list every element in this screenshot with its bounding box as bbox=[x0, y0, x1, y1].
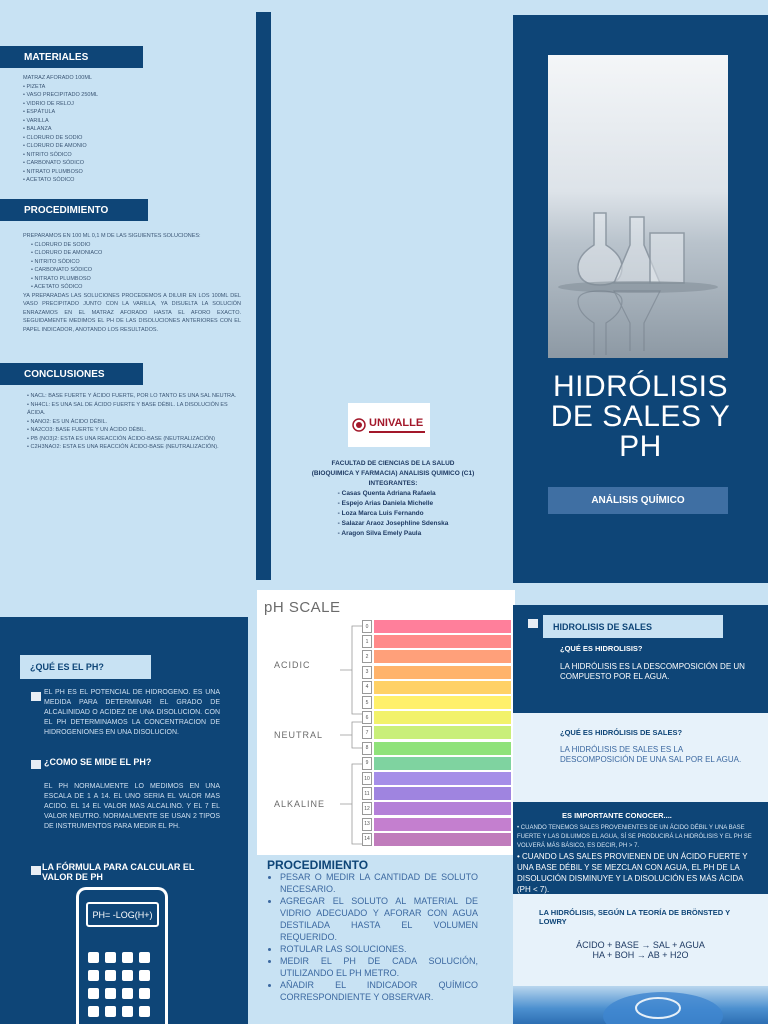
ph-color-bar bbox=[374, 772, 511, 785]
ph-level-number: 3 bbox=[362, 666, 372, 679]
hidrolisis-q2: ¿QUÉ ES HIDRÓLISIS DE SALES? bbox=[560, 728, 683, 737]
calculator-key bbox=[122, 970, 133, 981]
calculator-key bbox=[105, 952, 116, 963]
subtitle-box: ANÁLISIS QUÍMICO bbox=[548, 487, 728, 514]
materiales-list: MATRAZ AFORADO 100ML • PIZETA • VASO PRECIPITADO 250ML • VIDRIO DE RELOJ • ESPÁTULA • VARILLA • BALANZA • CLORURO DE SODIO • CLORURO DE AMONIO • NITRITO SÓDICO • CARBONATO SÓDICO • NITRATO PLUMBOSO • ACETATO SÓDICO bbox=[23, 74, 223, 185]
flask-icon bbox=[548, 55, 728, 358]
ph-color-bar bbox=[374, 818, 511, 831]
ph-definition: EL PH ES EL POTENCIAL DE HIDROGENO. ES UNA MEDIDA PARA DETERMINAR EL GRADO DE ALCALINIDAD O ACIDEZ DE UNA DISOLUCION. CON EL PH DETERMINAMOS LA CONCENTRACION DE HIDROGENIONES EN UNA DISOLUCION. bbox=[44, 689, 220, 736]
hidrolisis-q1: ¿QUÉ ES HIDROLISIS? bbox=[560, 644, 643, 653]
ph-formula-heading: LA FÓRMULA PARA CALCULAR EL VALOR DE PH bbox=[42, 862, 195, 882]
calculator-key bbox=[88, 952, 99, 963]
seal-icon bbox=[352, 418, 366, 432]
ph-color-bar bbox=[374, 802, 511, 815]
hidrolisis-a1: LA HIDRÓLISIS ES LA DESCOMPOSICIÓN DE UN COMPUESTO POR EL AGUA. bbox=[560, 662, 745, 681]
procedimiento2-list: • PESAR O MEDIR LA CANTIDAD DE SOLUTO NECESARIO. • AGREGAR EL SOLUTO AL MATERIAL DE VIDRIO ADECUADO Y AFORAR CON AGUA DESTILADA HASTA EL VOLUMEN REQUERIDO. • ROTULAR LAS SOLUCIONES. • MEDIR EL PH DE CADA SOLUCIÓN, UTILIZANDO EL PH METRO. • AÑADIR EL INDICADOR QUÍMICO CORRESPONDIENTE Y OBSERVAR. bbox=[268, 871, 478, 1003]
conclusiones-list: • NACL: BASE FUERTE Y ÁCIDO FUERTE, POR LO TANTO ES UNA SAL NEUTRA. • NH4CL: ES UNA SAL DE ÁCIDO FUERTE Y BASE DÉBIL. LA DISOLUCIÓN ES ÁCIDA. • NANO2: ES UN ÁCIDO DÉBIL. • NA2CO3: BASE FUERTE Y UN ÁCIDO DÉBIL. • PB (NO3)2: ESTA ES UNA REACCIÓN ÁCIDO-BASE (NEUTRALIZACIÓN) • C2H3NAO2: ESTA ES UNA REACCIÓN ÁCIDO-BASE (NEUTRALIZACIÓN). bbox=[27, 392, 241, 452]
ph-color-bar bbox=[374, 833, 511, 846]
ph-color-bar bbox=[374, 666, 511, 679]
ph-level-number: 7 bbox=[362, 726, 372, 739]
ph-level-number: 14 bbox=[362, 833, 372, 846]
hidrolisis-header: HIDROLISIS DE SALES bbox=[543, 615, 723, 638]
ph-color-bar bbox=[374, 787, 511, 800]
ph-color-bar bbox=[374, 681, 511, 694]
ph-color-bar bbox=[374, 742, 511, 755]
ph-level-number: 2 bbox=[362, 650, 372, 663]
lab-photo bbox=[513, 986, 768, 1024]
alkaline-label: ALKALINE bbox=[274, 799, 326, 809]
calculator-key bbox=[139, 988, 150, 999]
equation-formula: HA + BOH → AB + H2O bbox=[592, 950, 689, 960]
credits: FACULTAD DE CIENCIAS DE LA SALUD (BIOQUIMICA Y FARMACIA) ANALISIS QUIMICO (C1) INTEGRANTES: - Casas Quenta Adriana Rafaela - Espejo Arias Daniela Michelle - Loza Marca Luis Fernando - Salazar Araoz Josephline Sdenska - Aragon Silva Emely Paula bbox=[311, 460, 475, 537]
calculator-key bbox=[88, 988, 99, 999]
ph-color-bar bbox=[374, 650, 511, 663]
ph-level-number: 0 bbox=[362, 620, 372, 633]
materiales-header: MATERIALES bbox=[0, 46, 143, 68]
ph-level-number: 13 bbox=[362, 818, 372, 831]
ph-color-bar bbox=[374, 711, 511, 724]
calculator-key bbox=[139, 970, 150, 981]
calculator-key bbox=[122, 988, 133, 999]
ph-color-bar bbox=[374, 726, 511, 739]
univalle-logo: UNIVALLE bbox=[348, 403, 430, 447]
procedimiento-text: PREPARAMOS EN 100 ML 0,1 M DE LAS SIGUIENTES SOLUCIONES: • CLORURO DE SODIO • CLORURO DE AMONIACO • NITRITO SÓDICO • CARBONATO SÓDICO • NITRATO PLUMBOSO • ACETATO SÓDICO YA PREPARADAS LAS SOLUCIONES PROCEDEMOS A DILUIR EN LOS 100ML DEL VASO PRECIPITADO JUNTO CON LA VARILLA, YA DISUELTA LA SOLUCIÓN ENRAZAMOS EN EL MATRAZ AFORADO HASTA EL AFORO EXACTO. SEGUIDAMENTE MEDIMOS EL PH DE LAS DISOLUCIONES ANTERIORES CON EL PAPEL INDICADOR, ANOTANDO LOS RESULTADOS. bbox=[23, 232, 241, 334]
calculator-key bbox=[88, 970, 99, 981]
ph-level-number: 9 bbox=[362, 757, 372, 770]
glassware-photo bbox=[548, 55, 728, 358]
neutral-label: NEUTRAL bbox=[274, 730, 324, 740]
ph-question-box: ¿QUÉ ES EL PH? bbox=[20, 655, 151, 679]
ph-color-bar bbox=[374, 696, 511, 709]
bullet-square-icon bbox=[31, 866, 41, 875]
ph-level-number: 1 bbox=[362, 635, 372, 648]
ph-level-number: 6 bbox=[362, 711, 372, 724]
importante-heading: ES IMPORTANTE CONOCER.... bbox=[562, 811, 672, 820]
calculator-key bbox=[139, 1006, 150, 1017]
calculator-key bbox=[139, 952, 150, 963]
calculator-key bbox=[105, 988, 116, 999]
ph-color-bar bbox=[374, 757, 511, 770]
ph-level-number: 10 bbox=[362, 772, 372, 785]
column-divider bbox=[256, 12, 271, 580]
glove-icon bbox=[513, 986, 768, 1024]
ph-level-number: 12 bbox=[362, 802, 372, 815]
calculator-key bbox=[122, 1006, 133, 1017]
procedimiento2-title: PROCEDIMIENTO bbox=[267, 858, 369, 872]
ph-color-bar bbox=[374, 635, 511, 648]
ph-level-number: 11 bbox=[362, 787, 372, 800]
hidrolisis-a2: LA HIDRÓLISIS DE SALES ES LA DESCOMPOSICIÓN DE UNA SAL POR EL AGUA. bbox=[560, 745, 742, 764]
scale-brackets bbox=[340, 620, 364, 850]
bronsted-heading: LA HIDRÓLISIS, SEGÚN LA TEORÍA DE BRÖNSTED Y LOWRY bbox=[539, 908, 730, 926]
equation-general: ÁCIDO + BASE → SAL + AGUA bbox=[576, 940, 705, 950]
bullet-square-icon bbox=[31, 760, 41, 769]
ph-level-number: 5 bbox=[362, 696, 372, 709]
ph-measure-text: EL PH NORMALMENTE LO MEDIMOS EN UNA ESCALA DE 1 A 14. EL UNO SERIA EL VALOR MAS ACIDO. EL 14 EL VALOR MAS ALCALINO. Y EL 7 EL VALOR NEUTRO. NORMALMENTE SE USAN 2 TIPOS DE INSTRUMENTOS PARA MEDIR EL PH. bbox=[44, 783, 220, 830]
importante-list: • CUANDO TENEMOS SALES PROVENIENTES DE UN ÁCIDO DÉBIL Y UNA BASE FUERTE Y LAS DILUIMOS EL AGUA, SÍ SE PRODUCIRÁ LA HIDRÓLISIS Y EL PH SE VOLVERÁ MÁS BÁSICO, ES DECIR, PH > 7. • CUANDO LAS SALES PROVIENEN DE UN ÁCIDO FUERTE Y UNA BASE DÉBIL Y SE MEZCLAN CON AGUA, EL PH DE LA DISOLUCIÓN DISMINUYE Y LA DISOLUCIÓN ES MÁS ÁCIDA (PH < 7). bbox=[517, 824, 757, 895]
calculator-key bbox=[88, 1006, 99, 1017]
ph-scale-title: pH SCALE bbox=[264, 599, 341, 616]
conclusiones-header: CONCLUSIONES bbox=[0, 363, 143, 385]
ph-level-number: 8 bbox=[362, 742, 372, 755]
bullet-square-icon bbox=[31, 692, 41, 701]
calculator-key bbox=[105, 1006, 116, 1017]
bullet-square-icon bbox=[528, 619, 538, 628]
acidic-label: ACIDIC bbox=[274, 660, 311, 670]
calculator-key bbox=[105, 970, 116, 981]
calculator-key bbox=[122, 952, 133, 963]
formula-display: PH= -LOG(H+) bbox=[86, 902, 159, 927]
procedimiento-header: PROCEDIMIENTO bbox=[0, 199, 148, 221]
ph-measure-heading: ¿COMO SE MIDE EL PH? bbox=[44, 757, 152, 767]
ph-color-bar bbox=[374, 620, 511, 633]
main-title: HIDRÓLISIS DE SALES Y PH bbox=[550, 370, 731, 463]
ph-level-number: 4 bbox=[362, 681, 372, 694]
